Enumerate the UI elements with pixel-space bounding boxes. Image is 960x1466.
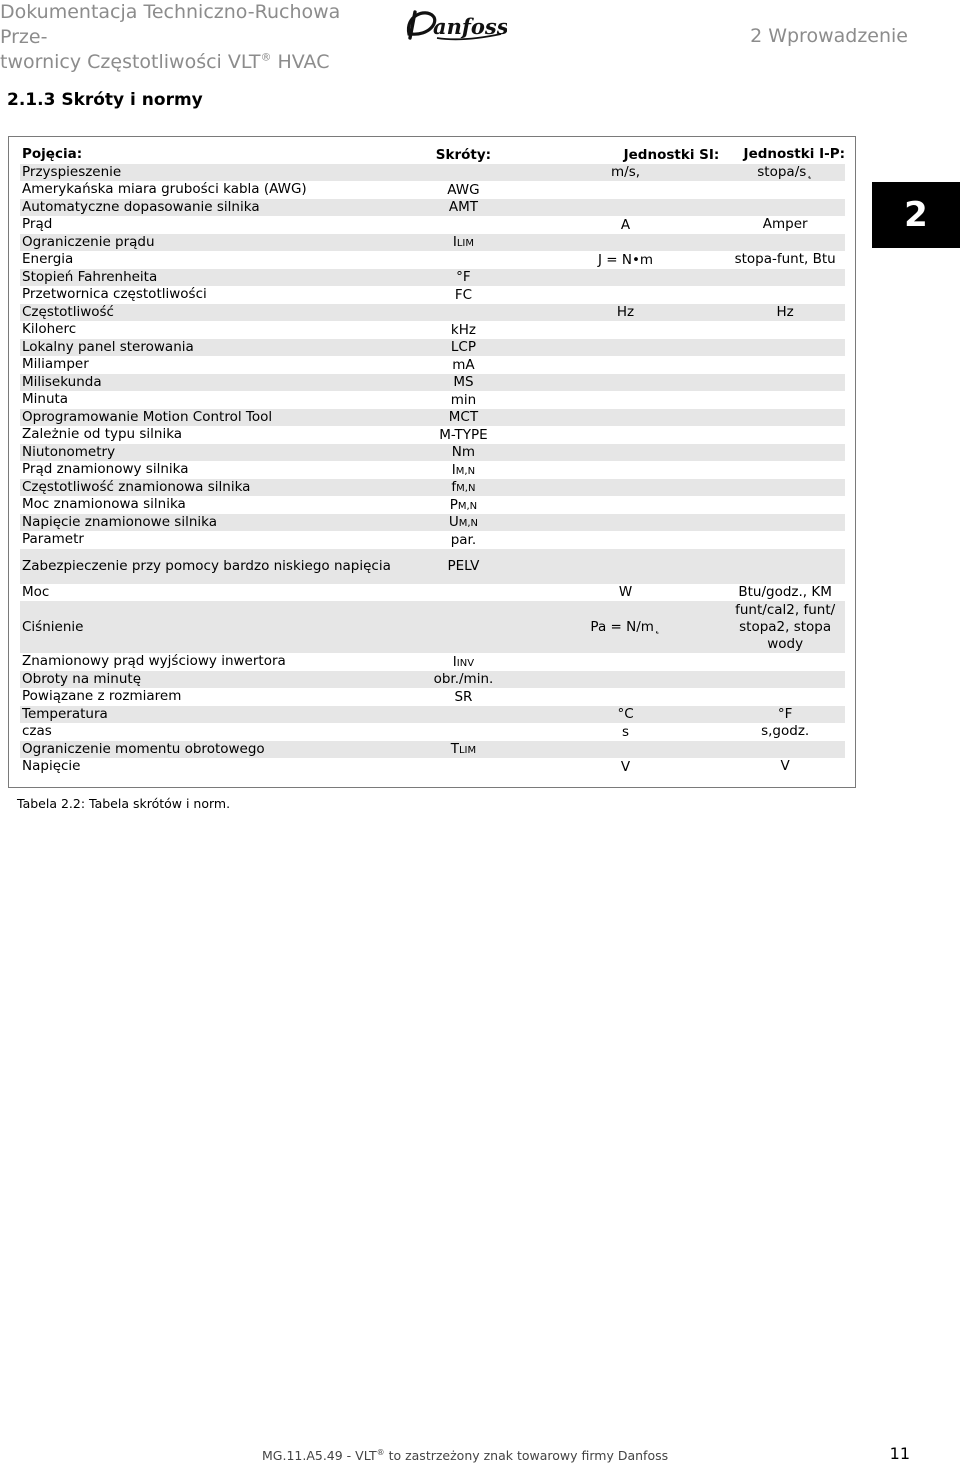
header-abbreviations: Skróty: — [435, 146, 492, 163]
table-row — [20, 653, 845, 671]
term-cell: Częstotliwość — [22, 303, 114, 320]
table-row — [20, 164, 845, 182]
abbreviation-cell: PM,N — [449, 496, 478, 513]
si-unit-cell: Hz — [616, 304, 635, 321]
page-number: 11 — [889, 1444, 910, 1463]
abbreviation-cell: °F — [456, 269, 471, 286]
ip-unit-cell: stopa-funt, Btu — [734, 251, 836, 268]
table-row — [20, 444, 845, 462]
abbreviation-cell: SR — [454, 688, 473, 705]
table-row — [20, 758, 845, 776]
abbreviation-cell: ILIM — [452, 234, 474, 251]
term-cell: Minuta — [22, 391, 69, 408]
table-row — [20, 706, 845, 724]
ip-unit-cell: s,godz. — [761, 723, 810, 740]
term-cell: Milisekunda — [22, 373, 102, 390]
table-row — [20, 234, 845, 252]
abbreviation-cell: min — [450, 391, 477, 408]
footer-trademark: MG.11.A5.49 - VLT® to zastrzeżony znak towarowy firmy Danfoss — [262, 1448, 669, 1464]
table-row — [20, 409, 845, 427]
table-row — [20, 531, 845, 549]
term-cell: Ograniczenie prądu — [22, 233, 155, 250]
section-title: 2.1.3 Skróty i normy — [7, 90, 203, 110]
term-cell: czas — [22, 723, 52, 740]
table-row — [20, 549, 845, 584]
header-terms: Pojęcia: — [22, 146, 83, 163]
si-unit-cell: m/s, — [611, 164, 641, 181]
term-cell: Miliamper — [22, 356, 89, 373]
table-row — [20, 426, 845, 444]
table-row — [20, 181, 845, 199]
term-cell: Zabezpieczenie przy pomocy bardzo niskiego napięcia — [22, 557, 391, 574]
abbreviation-cell: UM,N — [448, 514, 479, 531]
ip-unit-cell: V — [780, 758, 790, 775]
si-unit-cell: s — [622, 723, 630, 740]
term-cell: Energia — [22, 251, 74, 268]
abbreviation-cell: FC — [454, 286, 473, 303]
table-row — [20, 741, 845, 759]
ip-unit-cell: Hz — [776, 303, 794, 320]
abbreviation-cell: IM,N — [451, 461, 476, 478]
table-row — [20, 584, 845, 602]
table-header — [20, 146, 845, 164]
ip-unit-cell: stopa/s˛ — [757, 163, 814, 180]
term-cell: Kiloherc — [22, 321, 77, 338]
term-cell: Częstotliwość znamionowa silnika — [22, 478, 251, 495]
table-row — [20, 671, 845, 689]
table-row — [20, 688, 845, 706]
abbreviation-cell: AMT — [448, 199, 478, 216]
term-cell: Amerykańska miara grubości kabla (AWG) — [22, 181, 307, 198]
term-cell: Przyspieszenie — [22, 163, 122, 180]
abbreviation-cell: Nm — [451, 444, 476, 461]
abbreviation-subscript: M,N — [457, 500, 478, 512]
term-cell: Ograniczenie momentu obrotowego — [22, 740, 265, 757]
svg-text:anfoss: anfoss — [433, 14, 507, 39]
registered-mark: ® — [376, 1448, 385, 1457]
abbreviation-cell: IINV — [452, 653, 475, 670]
table-row — [20, 461, 845, 479]
abbreviation-subscript: M,N — [455, 465, 476, 477]
abbreviation-subscript: M,N — [456, 483, 476, 495]
abbreviation-cell: TLIM — [450, 741, 477, 758]
table-row — [20, 601, 845, 653]
abbreviation-subscript: M,N — [458, 518, 479, 530]
term-cell: Napięcie znamionowe silnika — [22, 513, 217, 530]
term-cell: Moc znamionowa silnika — [22, 496, 186, 513]
term-cell: Napięcie — [22, 758, 81, 775]
header-ip-units: Jednostki I-P: — [743, 146, 845, 163]
registered-mark: ® — [260, 50, 272, 64]
table-row — [20, 216, 845, 234]
term-cell: Powiązane z rozmiarem — [22, 688, 182, 705]
abbreviation-cell: LCP — [450, 339, 476, 356]
abbreviation-cell: kHz — [450, 321, 476, 338]
table-row — [20, 479, 845, 497]
table-row — [20, 496, 845, 514]
term-cell: Oprogramowanie Motion Control Tool — [22, 408, 273, 425]
term-cell: Moc — [22, 583, 50, 600]
abbreviation-cell: M-TYPE — [439, 426, 488, 443]
ip-unit-cell: Btu/godz., KM — [738, 583, 832, 600]
ip-unit-cell: Amper — [762, 216, 808, 233]
term-cell: Niutonometry — [22, 443, 116, 460]
table-row — [20, 339, 845, 357]
term-cell: Lokalny panel sterowania — [22, 338, 194, 355]
document-title — [0, 0, 380, 75]
table-row — [20, 286, 845, 304]
abbreviation-cell: par. — [450, 531, 477, 548]
table-row — [20, 251, 845, 269]
term-cell: Prąd znamionowy silnika — [22, 461, 189, 478]
abbreviation-cell: obr./min. — [433, 671, 494, 688]
abbreviation-cell: mA — [452, 356, 475, 373]
ip-unit-cell: funt/cal2, funt/ stopa2, stopa wody — [735, 601, 836, 652]
si-unit-cell: J = N•m — [597, 251, 654, 268]
danfoss-logo-mark — [403, 4, 507, 44]
abbreviation-cell: AWG — [447, 181, 480, 198]
abbreviation-subscript: INV — [456, 657, 475, 669]
abbreviation-cell: MCT — [448, 409, 479, 426]
term-cell: Stopień Fahrenheita — [22, 268, 158, 285]
table-row — [20, 514, 845, 532]
term-cell: Temperatura — [22, 705, 108, 722]
table-row — [20, 723, 845, 741]
chapter-heading: 2 Wprowadzenie — [750, 25, 908, 47]
abbreviation-subscript: LIM — [458, 745, 477, 757]
si-unit-cell: °C — [617, 706, 634, 723]
table-row — [20, 199, 845, 217]
ip-unit-cell: °F — [777, 705, 793, 722]
si-unit-cell: A — [620, 216, 631, 233]
table-row — [20, 356, 845, 374]
abbreviation-subscript: LIM — [456, 238, 474, 250]
header-si-units: Jednostki SI: — [623, 146, 720, 163]
document-title-line2: twornicy Częstotliwości VLT® HVAC — [0, 50, 330, 73]
term-cell: Przetwornica częstotliwości — [22, 286, 207, 303]
chapter-tab: 2 — [872, 182, 960, 248]
table-row — [20, 391, 845, 409]
table-row — [20, 304, 845, 322]
abbreviations-table — [20, 146, 845, 776]
abbreviation-cell: fM,N — [451, 479, 476, 496]
si-unit-cell: V — [620, 758, 631, 775]
term-cell: Parametr — [22, 531, 84, 548]
document-title-line1: Dokumentacja Techniczno-Ruchowa Prze- — [0, 1, 341, 48]
table-row — [20, 269, 845, 287]
si-unit-cell: W — [618, 584, 633, 601]
term-cell: Znamionowy prąd wyjściowy inwertora — [22, 653, 286, 670]
si-unit-cell: Pa = N/m˛ — [590, 619, 661, 635]
term-cell: Zależnie od typu silnika — [22, 426, 183, 443]
abbreviation-cell: PELV — [447, 558, 480, 574]
term-cell: Ciśnienie — [22, 618, 84, 635]
table-row — [20, 374, 845, 392]
term-cell: Prąd — [22, 216, 53, 233]
table-row — [20, 321, 845, 339]
abbreviation-cell: MS — [453, 374, 474, 391]
danfoss-logo — [403, 4, 507, 48]
term-cell: Obroty na minutę — [22, 670, 142, 687]
term-cell: Automatyczne dopasowanie silnika — [22, 198, 260, 215]
table-caption: Tabela 2.2: Tabela skrótów i norm. — [17, 796, 231, 811]
table-body — [20, 164, 845, 776]
